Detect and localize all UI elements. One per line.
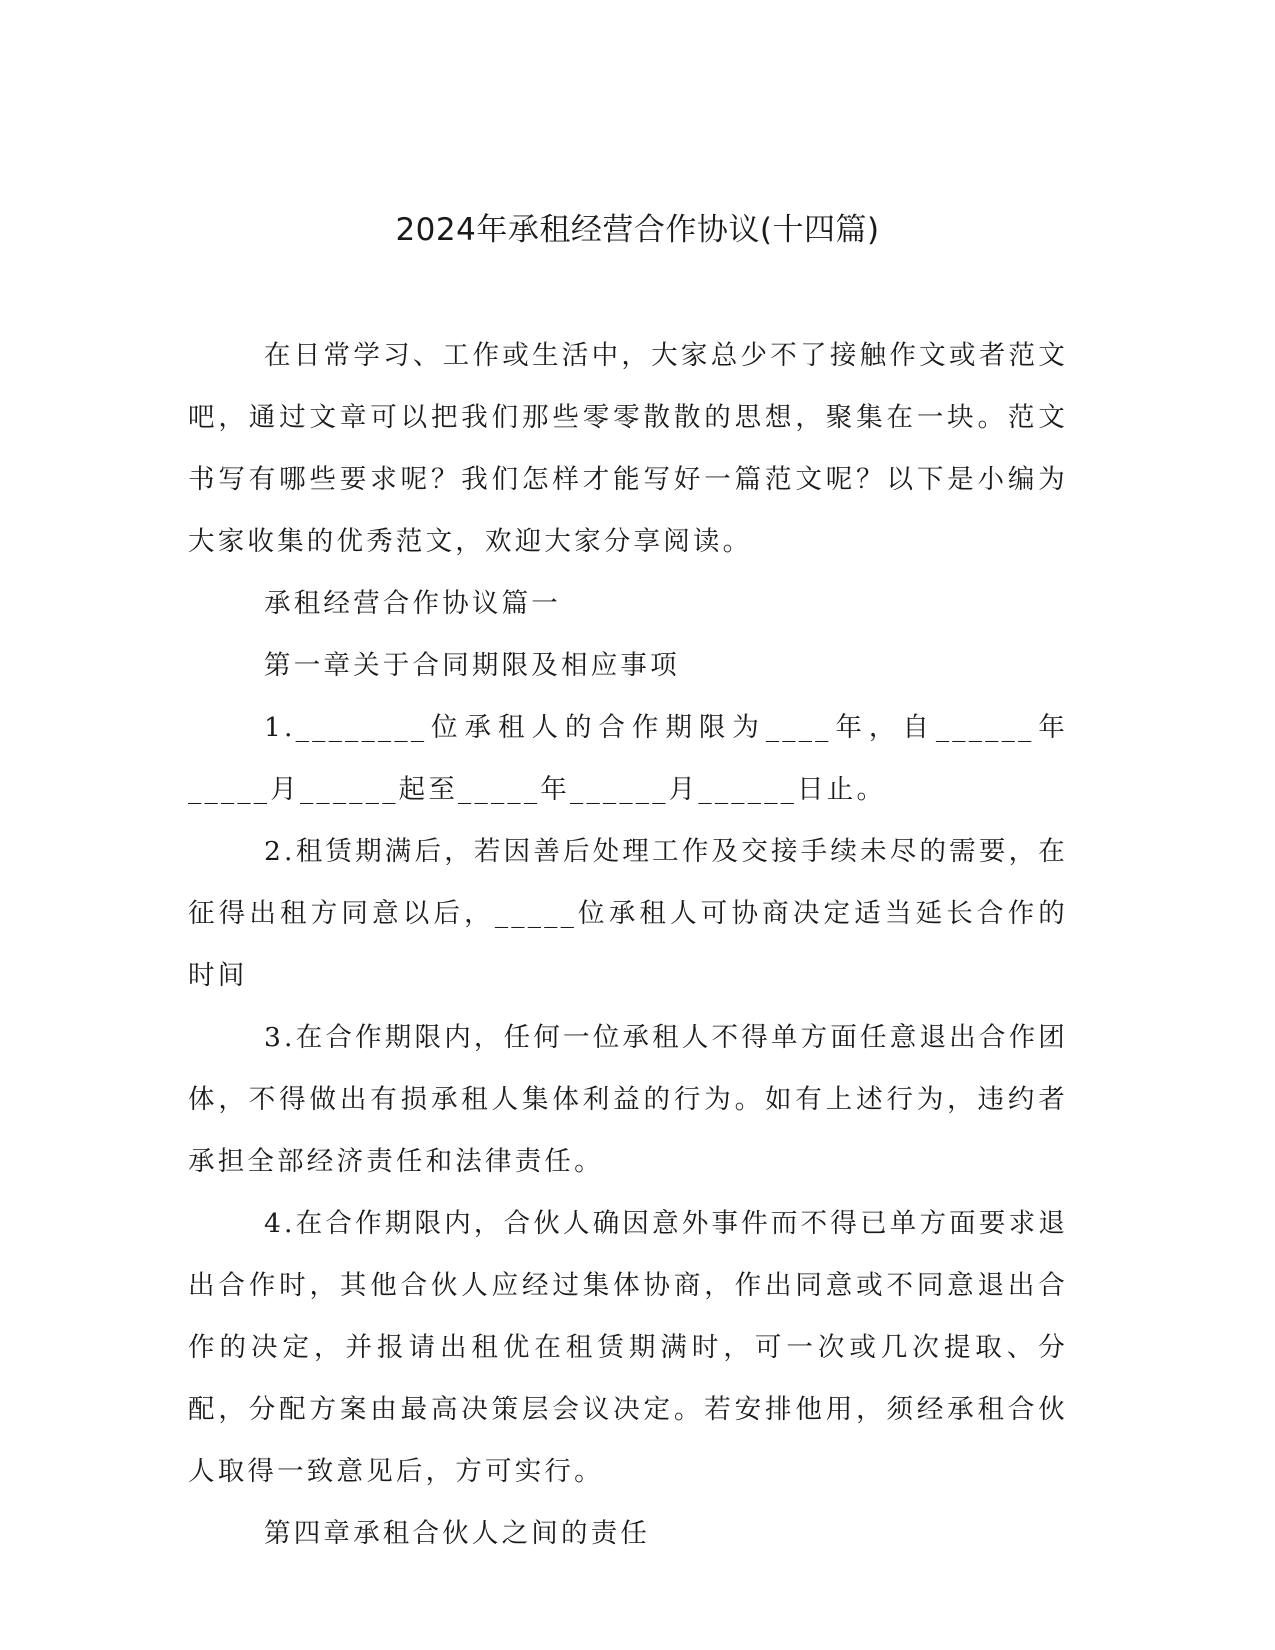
intro-paragraph: 在日常学习、工作或生活中，大家总少不了接触作文或者范文吧，通过文章可以把我们那些零零散散的思想，聚集在一块。范文书写有哪些要求呢？我们怎样才能写好一篇范文呢？以下是小编为大家收集的优秀范文，欢迎大家分享阅读。 — [188, 340, 1068, 557]
clause-3: 3.在合作期限内，任何一位承租人不得单方面任意退出合作团体，不得做出有损承租人集体利益的行为。如有上述行为，违约者承担全部经济责任和法律责任。 — [188, 1022, 1068, 1177]
section-title: 承租经营合作协议篇一 — [264, 588, 561, 619]
clause-1: 1.________位承租人的合作期限为____年，自______年_____月______起至_____年______月______日止。 — [188, 712, 1068, 805]
document-title: 2024年承租经营合作协议(十四篇) — [395, 212, 880, 248]
clause-2: 2.租赁期满后，若因善后处理工作及交接手续未尽的需要，在征得出租方同意以后，_____位承租人可协商决定适当延长合作的时间 — [188, 836, 1068, 991]
chapter-four-heading: 第四章承租合伙人之间的责任 — [264, 1518, 651, 1549]
document-body — [188, 325, 1068, 1565]
chapter-one-heading: 第一章关于合同期限及相应事项 — [264, 650, 680, 681]
clause-4: 4.在合作期限内，合伙人确因意外事件而不得已单方面要求退出合作时，其他合伙人应经过集体协商，作出同意或不同意退出合作的决定，并报请出租优在租赁期满时，可一次或几次提取、分配，分配方案由最高决策层会议决定。若安排他用，须经承租合伙人取得一致意见后，方可实行。 — [188, 1208, 1068, 1487]
